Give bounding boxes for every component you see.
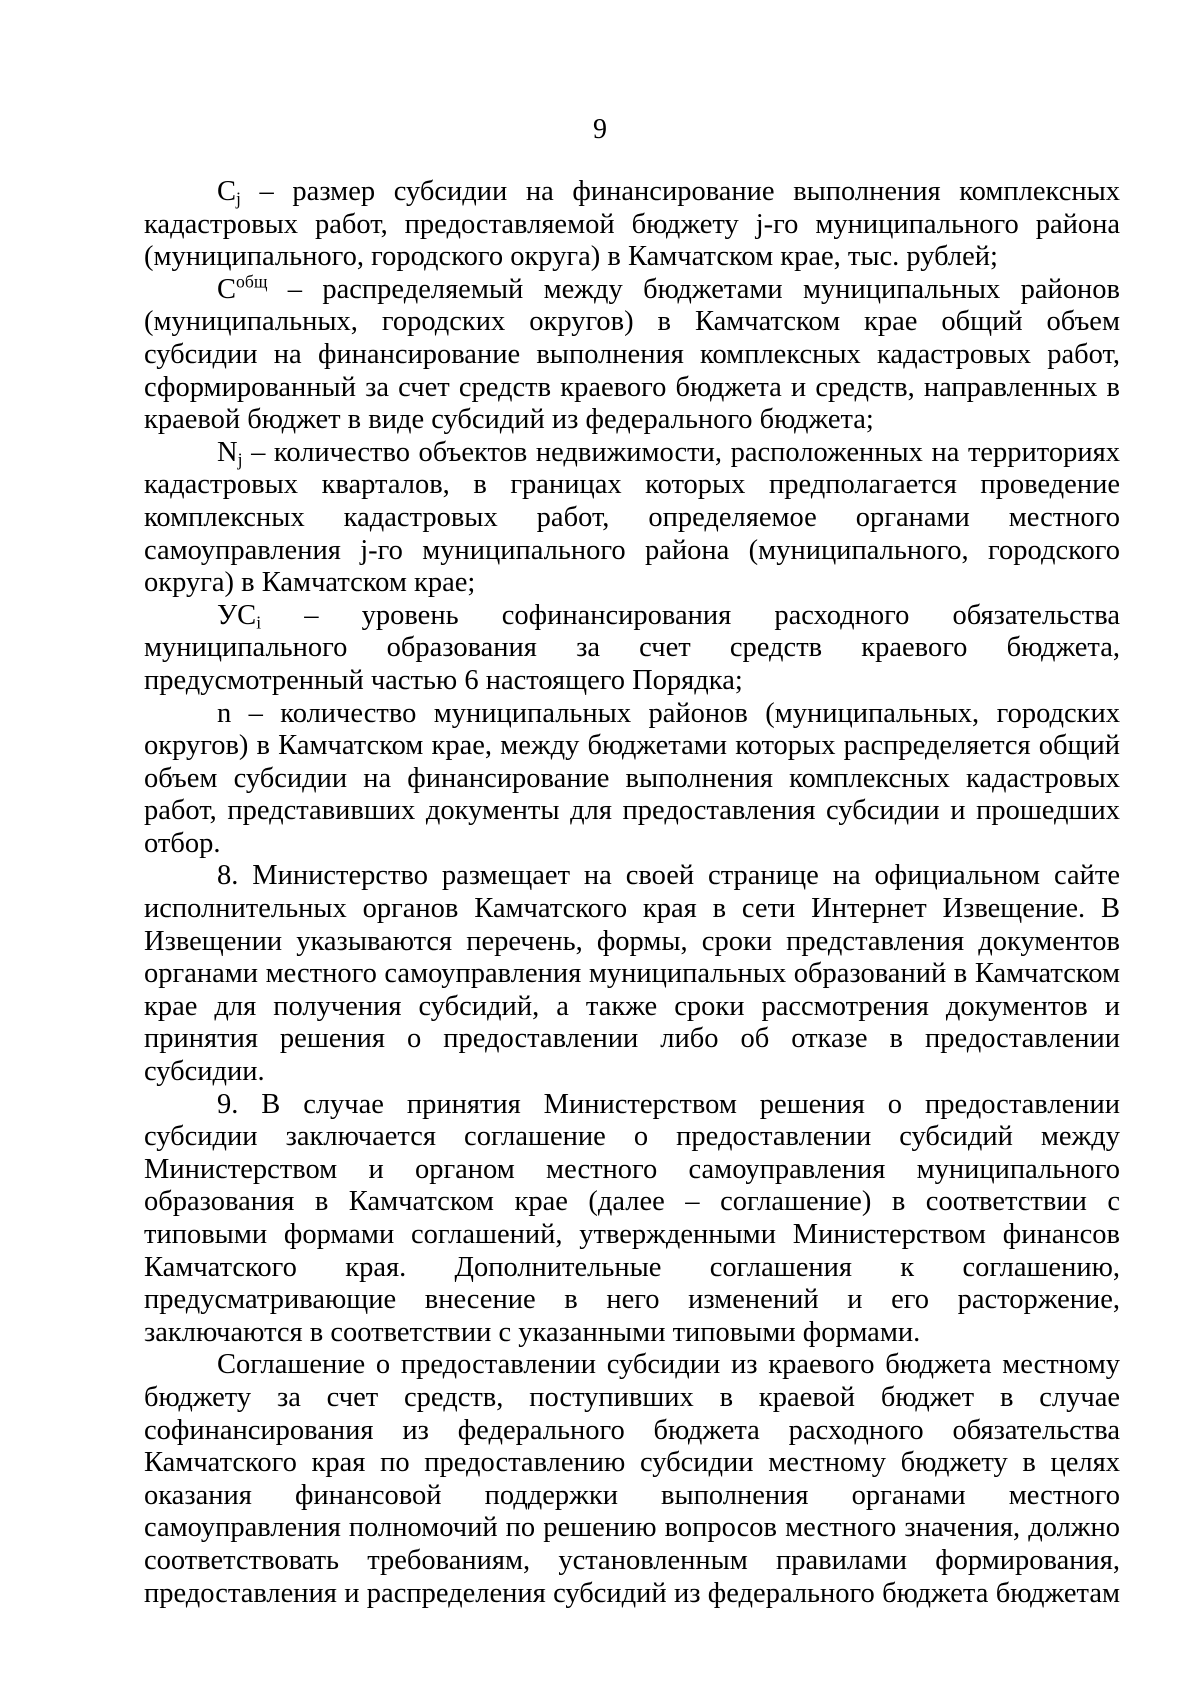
- superscript-obsch: общ: [236, 271, 268, 292]
- document-body: [144, 176, 1120, 1610]
- definition-cj-text: – размер субсидии на финансирование выполнения комплексных кадастровых работ, предоставляемой бюджету j-го муниципального района (муниципального, городского округа) в Камчатском крае, тыс. рублей;: [144, 176, 1120, 273]
- definition-nj-text: – количество объектов недвижимости, расположенных на территориях кадастровых кварталов, в границах которых предполагается проведение комплексных кадастровых работ, определяемое органами местного самоуправления j-го муниципального района (муниципального, городского округа) в Камчатском крае;: [144, 436, 1120, 599]
- page-number: 9: [593, 114, 607, 145]
- subscript-j: j: [237, 449, 243, 470]
- symbol-nj: N: [217, 436, 238, 468]
- subscript-j: j: [236, 188, 241, 209]
- definition-usi: [144, 600, 1120, 698]
- paragraph-9: 9. В случае принятия Министерством решения о предоставлении субсидии заключается соглашение о предоставлении субсидий между Министерством и органом местного самоуправления муниципального образования в Камчатском крае (далее – соглашение) в соответствии с типовыми формами соглашений, утвержденными Министерством финансов Камчатского края. Дополнительные соглашения к соглашению, предусматривающие внесение в него изменений и его расторжение, заключаются в соответствии с указанными типовыми формами.: [144, 1088, 1120, 1348]
- definition-cobsch-text: – распределяемый между бюджетами муниципальных районов (муниципальных, городских округов) в Камчатском крае общий объем субсидии на финансирование выполнения комплексных кадастровых работ, сформированный за счет средств краевого бюджета и средств, направленных в краевой бюджет в виде субсидий из федерального бюджета;: [144, 273, 1120, 436]
- definition-n: n – количество муниципальных районов (муниципальных, городских округов) в Камчатском крае, между бюджетами которых распределяется общий объем субсидии на финансирование выполнения комплексных кадастровых работ, представивших документы для предоставления субсидии и прошедших отбор.: [144, 697, 1120, 859]
- definition-cj: [144, 176, 1120, 274]
- paragraph-agreement: Соглашение о предоставлении субсидии из краевого бюджета местному бюджету за счет средств, поступивших в краевой бюджет в случае софинансирования из федерального бюджета расходного обязательства Камчатского края по предоставлению субсидии местному бюджету в целях оказания финансовой поддержки выполнения органами местного самоуправления полномочий по решению вопросов местного значения, должно соответствовать требованиям, установленным правилами формирования, предоставления и распределения субсидий из федерального бюджета бюджетам: [144, 1349, 1120, 1609]
- definition-cobsch: [144, 271, 1120, 437]
- subscript-i: i: [256, 612, 262, 633]
- definition-usi-text: – уровень софинансирования расходного обязательства муниципального образования за счет средств краевого бюджета, предусмотренный частью 6 настоящего Порядка;: [144, 599, 1120, 696]
- definition-nj: [144, 437, 1120, 600]
- paragraph-8: 8. Министерство размещает на своей странице на официальном сайте исполнительных органов Камчатского края в сети Интернет Извещение. В Извещении указываются перечень, формы, сроки представления документов органами местного самоуправления муниципальных образований в Камчатском крае для получения субсидий, а также сроки рассмотрения документов и принятия решения о предоставлении либо об отказе в предоставлении субсидии.: [144, 860, 1120, 1088]
- symbol-usi: УС: [217, 599, 257, 631]
- symbol-cj: C: [217, 176, 237, 207]
- symbol-cobsch: С: [217, 273, 237, 305]
